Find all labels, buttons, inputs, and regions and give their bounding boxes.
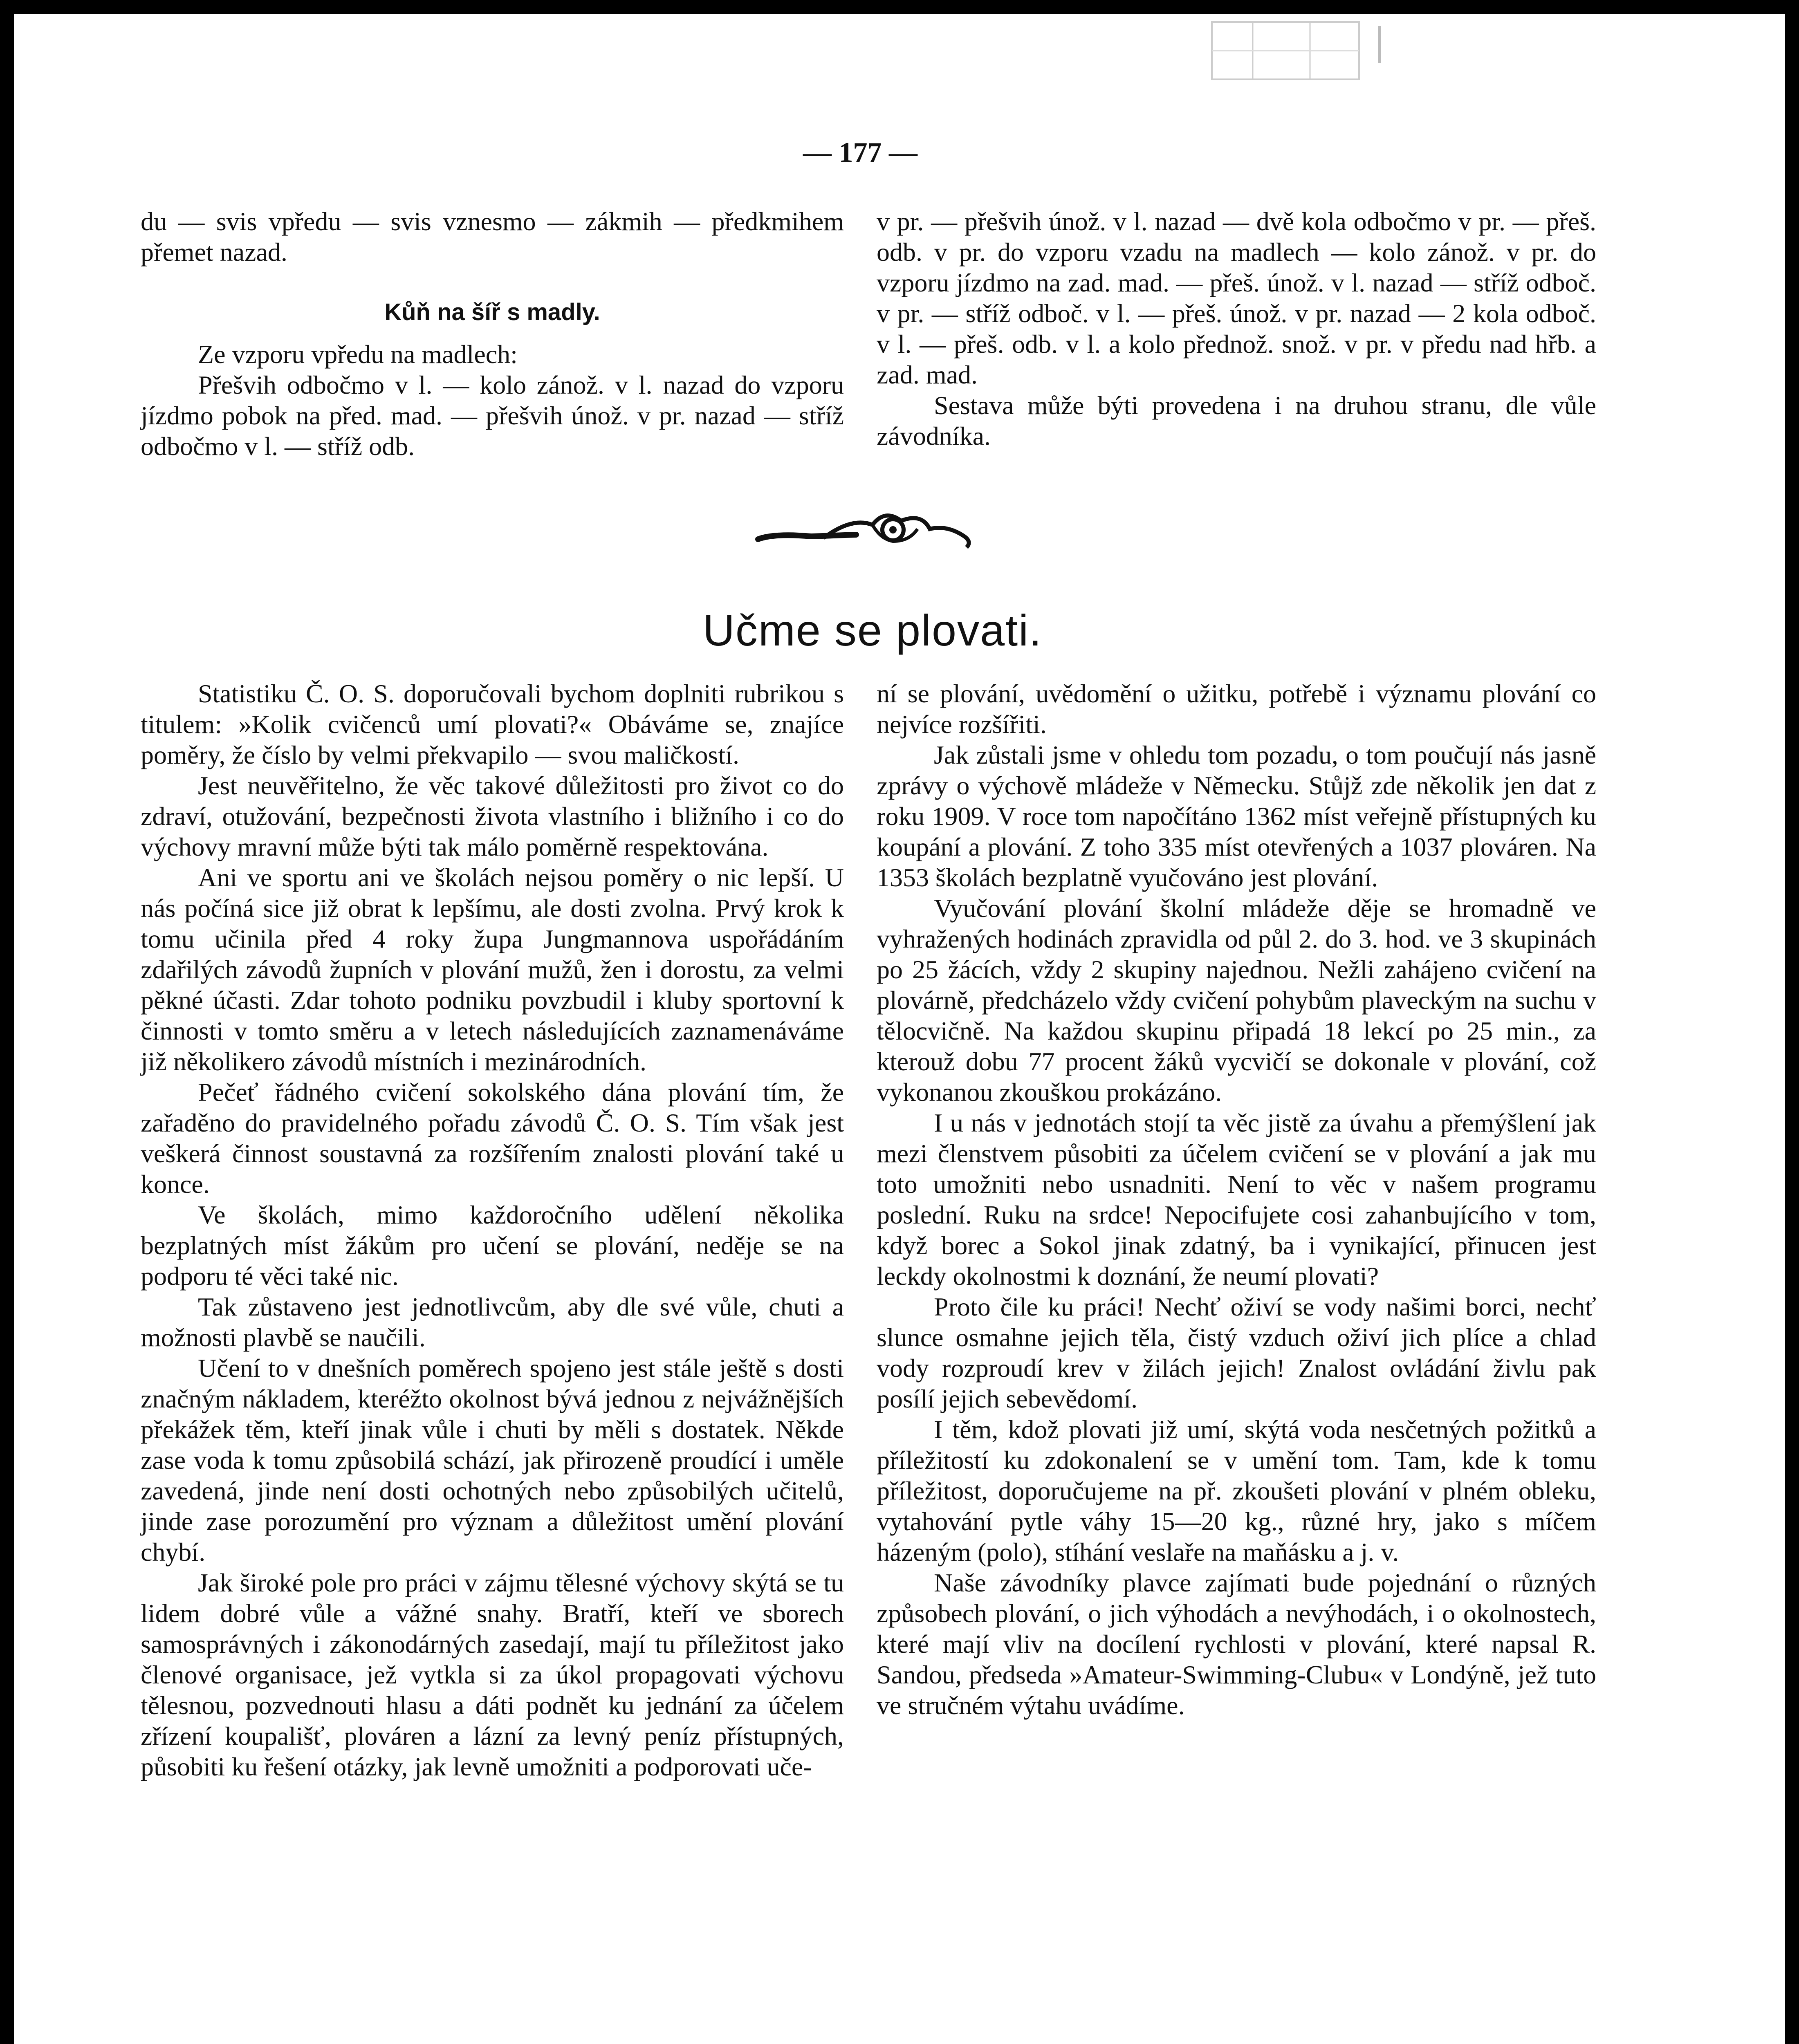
page-number: — 177 —: [803, 137, 917, 168]
paragraph: Tak zůstaveno jest jednotlivcům, aby dle své vůle, chuti a možnosti plavbě se naučili.: [141, 1292, 844, 1352]
library-stamp-mark: [1187, 14, 1400, 108]
section-text: Přešvih odbočmo v l. — kolo zánož. v l. nazad do vzporu jízdmo pobok na před. mad. — přešvih únož. v pr. nazad — stříž odbočmo v l. — stříž odb.: [141, 370, 844, 461]
paragraph: Pečeť řádného cvičení sokolského dána plování tím, že zařaděno do pravidelného pořadu závodů Č. O. S. Tím však jest veškerá činnost soustavná za rozšířením znalosti plování také u konce.: [141, 1078, 844, 1199]
paragraph: Naše závodníky plavce zajímati bude pojednání o různých způsobech plování, o jich výhodách a nevýhodách, i o okolnostech, které mají vliv na docílení rychlosti v plování, které napsal R. Sandou, předseda »Amateur-Swimming-Clubu« v Londýně, jež tuto ve stručném výtahu uvádíme.: [877, 1568, 1596, 1720]
paragraph: Ani ve sportu ani ve školách nejsou poměry o nic lepší. U nás počíná sice již obrat k lepšímu, ale dosti zvolna. Prvý krok k tomu učinila před 4 roky župa Jungmannova uspořádáním zdařilých závodů župních v plování mužů, žen i dorostu, za velmi pěkné účasti. Zdar tohoto podniku povzbudil i kluby sportovní k činnosti v tomto směru a v letech následujících zaznamenáváme již několikero závodů místních i mezinárodních.: [141, 863, 844, 1076]
paragraph: Ve školách, mimo každoročního udělení několika bezplatných míst žákům pro učení se plování, neděje se na podporu té věci také nic.: [141, 1200, 844, 1291]
continuation-text: du — svis vpředu — svis vznesmo — zákmih — předkmihem přemet nazad.: [141, 207, 844, 267]
paragraph: Jak zůstali jsme v ohledu tom pozadu, o tom poučují nás jasně zprávy o výchově mládeže v Německu. Stůjž zde několik jen dat z roku 1909. V roce tom napočítáno 1362 míst veřejně přístupných ku koupání a plování. Z toho 335 míst otevřených a 1037 plováren. Na 1353 školách bezplatně vyučováno jest plování.: [877, 740, 1596, 892]
paragraph: Statistiku Č. O. S. doporučovali bychom doplniti rubrikou s titulem: »Kolik cvičenců umí plovati?« Obáváme se, znajíce poměry, že číslo by velmi překvapilo — svou maličkostí.: [141, 679, 844, 769]
paragraph: I těm, kdož plovati již umí, skýtá voda nesčetných požitků a příležitostí ku zdokonalení se v umění tom. Tam, kde k tomu příležitost, doporučujeme na př. zkoušeti plování v plném obleku, vytahování pytle váhy 15—20 kg., různé hry, jako s míčem házeným (polo), stíhání veslaře na maňásku a j. v.: [877, 1415, 1596, 1567]
scanned-page: [14, 14, 1785, 2044]
top-left-column: [141, 206, 844, 462]
paragraph: Proto čile ku práci! Nechť oživí se vody našimi borci, nechť slunce osmahne jejich těla, čistý vzduch oživí jich plíce a chlad vody rozproudí krev v žilách jejich! Znalost ovládání živlu pak posílí jejich sebevědomí.: [877, 1292, 1596, 1413]
paragraph: I u nás v jednotách stojí ta věc jistě za úvahu a přemýšlení jak mezi členstvem působiti za účelem cvičení se v plování a jak mu toto umožniti nebo usnadniti. Není to věc v našem programu poslední. Ruku na srdce! Nepocifujete cosi zahanbujícího v tom, když borec a Sokol jinak zdatný, ba i vynikající, přinucen jest leckdy okolnostmi k doznání, že neumí plovati?: [877, 1108, 1596, 1291]
paragraph: Jak široké pole pro práci v zájmu tělesné výchovy skýtá se tu lidem dobré vůle a vážné snahy. Bratří, kteří ve sborech samosprávných i zákonodárných zasedají, mají tu příležitost jako členové organisace, jež vytkla si za úkol propagovati výchovu tělesnou, pozvednouti hlasu a dáti podnět ku jednání za účelem zřízení koupališť, plováren a lázní za levný peníz přístupných, působiti ku řešení otázky, jak levně umožniti a podporovati uče-: [141, 1568, 844, 1781]
article-title: Učme se plovati.: [702, 605, 1043, 655]
article-left-column: [141, 678, 844, 1782]
paragraph: ní se plování, uvědomění o užitku, potřebě i významu plování co nejvíce rozšířiti.: [877, 679, 1596, 739]
section-intro: Ze vzporu vpředu na madlech:: [198, 340, 518, 369]
paragraph: Učení to v dnešních poměrech spojeno jest stále ještě s dosti značným nákladem, kteréžto okolnost bývá jednou z nejvážnějších překážek těm, kteří jinak vůle i chuti by měli s dostatek. Někde zase voda k tomu způsobilá schází, jak přirozeně proudící i uměle zavedená, jinde není dosti ochotných nebo způsobilých učitelů, jinde zase porozumění pro význam a důležitost umění plování chybí.: [141, 1354, 844, 1567]
top-right-column: [877, 206, 1596, 451]
paragraph: Vyučování plování školní mládeže děje se hromadně ve vyhražených hodinách zpravidla od půl 2. do 3. hod. ve 3 skupinách po 25 žácích, vždy 2 skupiny najednou. Nežli zahájeno cvičení na plovárně, předcházelo vždy cvičení pohybům plaveckým na suchu v tělocvičně. Na každou skupinu připadá 18 lekcí po 25 min., za kterouž dobu 77 procent žáků vycvičí se dokonale v plování, což vykonanou zkouškou prokázáno.: [877, 894, 1596, 1107]
section-heading: Kůň na šíř s madly.: [384, 299, 600, 325]
article-right-column: [877, 678, 1596, 1721]
ornament-divider: [750, 500, 979, 554]
paragraph: Jest neuvěřitelno, že věc takové důležitosti pro život co do zdraví, otužování, bezpečnosti života vlastního i bližního i co do výchovy mravní může býti tak málo poměrně respektována.: [141, 771, 844, 861]
section-text-continued: v pr. — přešvih únož. v l. nazad — dvě kola odbočmo v pr. — přeš. odb. v pr. do vzporu vzadu na madlech — kolo zánož. v pr. do vzporu jízdmo na zad. mad. — přeš. únož. v l. nazad — stříž odboč. v pr. — stříž odboč. v l. — přeš. únož. v pr. nazad — 2 kola odboč. v l. — přeš. odb. v l. a kolo přednož. snož. v pr. v předu nad hřb. a zad. mad.: [877, 207, 1596, 389]
section-note: Sestava může býti provedena i na druhou stranu, dle vůle závodníka.: [877, 391, 1596, 450]
